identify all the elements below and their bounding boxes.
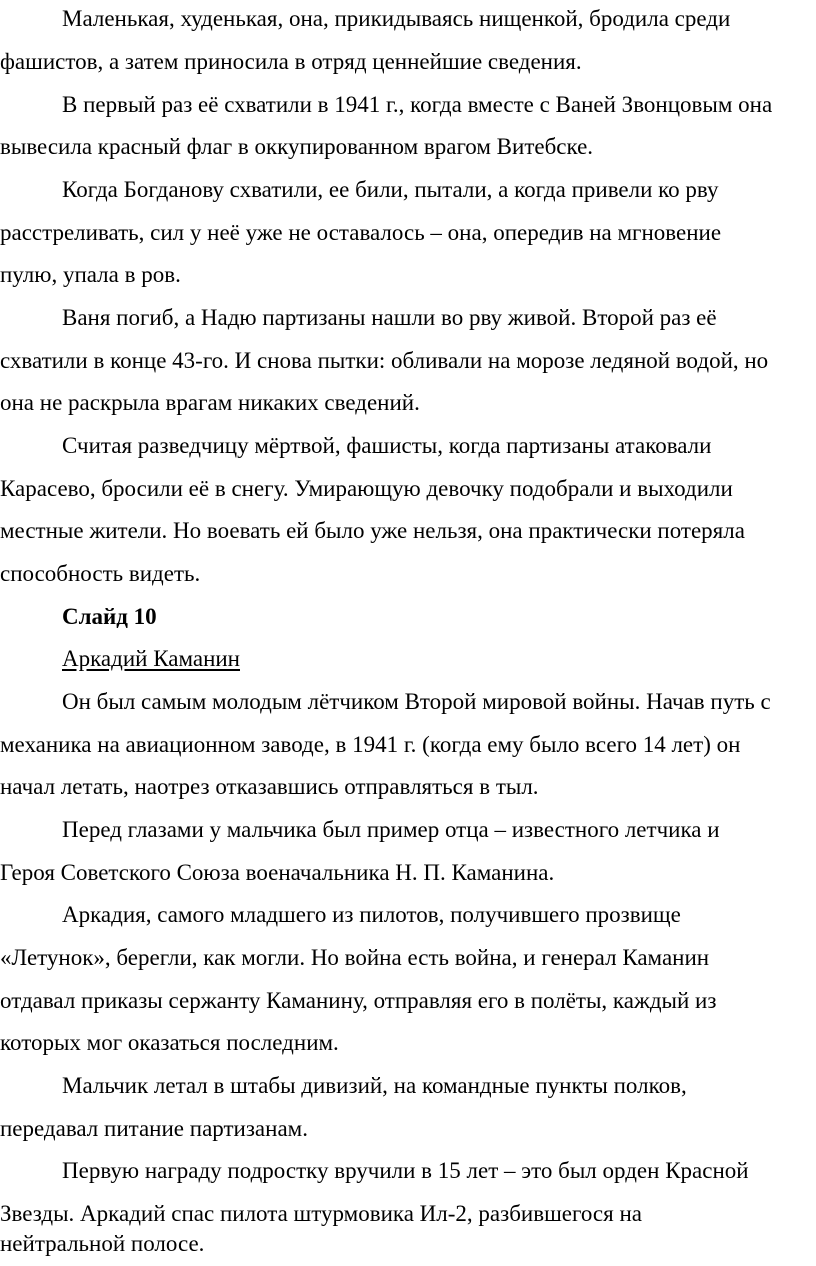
text-line: В первый раз её схватили в 1941 г., когда вместе с Ваней Звонцовым она — [62, 92, 773, 117]
text-line: Ваня погиб, а Надю партизаны нашли во рву живой. Второй раз её — [62, 305, 717, 330]
text-line: Считая разведчицу мёртвой, фашисты, когда партизаны атаковали — [62, 433, 712, 458]
text-line: Героя Советского Союза военачальника Н. П. Каманина. — [0, 860, 555, 885]
text-line: Звезды. Аркадий спас пилота штурмовика Ил-2, разбившегося на — [0, 1201, 642, 1226]
text-line: которых мог оказаться последним. — [0, 1030, 339, 1055]
text-line: передавал питание партизанам. — [0, 1116, 308, 1141]
text-line: Карасево, бросили её в снегу. Умирающую девочку подобрали и выходили — [0, 476, 733, 501]
text-line: схватили в конце 43-го. И снова пытки: обливали на морозе ледяной водой, но — [0, 348, 769, 373]
text-line: отдавал приказы сержанту Каманину, отправляя его в полёты, каждый из — [0, 988, 717, 1013]
text-line: вывесила красный флаг в оккупированном врагом Витебске. — [0, 134, 594, 159]
text-line: Мальчик летал в штабы дивизий, на командные пункты полков, — [62, 1073, 687, 1098]
text-line: способность видеть. — [0, 561, 201, 586]
slide-heading: Слайд 10 — [62, 604, 157, 629]
text-line: фашистов, а затем приносила в отряд ценнейшие сведения. — [0, 49, 582, 74]
text-line: Он был самым молодым лётчиком Второй мировой войны. Начав путь с — [62, 689, 771, 714]
section-title: Аркадий Каманин — [62, 646, 240, 671]
text-line: Когда Богданову схватили, ее били, пытали, а когда привели ко рву — [62, 177, 719, 202]
text-line: Аркадия, самого младшего из пилотов, получившего прозвище — [62, 902, 681, 927]
text-line: местные жители. Но воевать ей было уже нельзя, она практически потеряла — [0, 518, 745, 543]
text-line: механика на авиационном заводе, в 1941 г. (когда ему было всего 14 лет) он — [0, 732, 741, 757]
text-line: начал летать, наотрез отказавшись отправляться в тыл. — [0, 774, 539, 799]
text-line: пулю, упала в ров. — [0, 262, 181, 287]
text-line: «Летунок», берегли, как могли. Но война есть война, и генерал Каманин — [0, 945, 710, 970]
text-line: Маленькая, худенькая, она, прикидываясь нищенкой, бродила среди — [62, 6, 731, 31]
text-line: нейтральной полосе. — [0, 1231, 205, 1256]
text-line: она не раскрыла врагам никаких сведений. — [0, 390, 420, 415]
text-line: Первую награду подростку вручили в 15 лет – это был орден Красной — [62, 1158, 749, 1183]
text-line: расстреливать, сил у неё уже не оставалось – она, опередив на мгновение — [0, 220, 722, 245]
text-line: Перед глазами у мальчика был пример отца – известного летчика и — [62, 817, 720, 842]
